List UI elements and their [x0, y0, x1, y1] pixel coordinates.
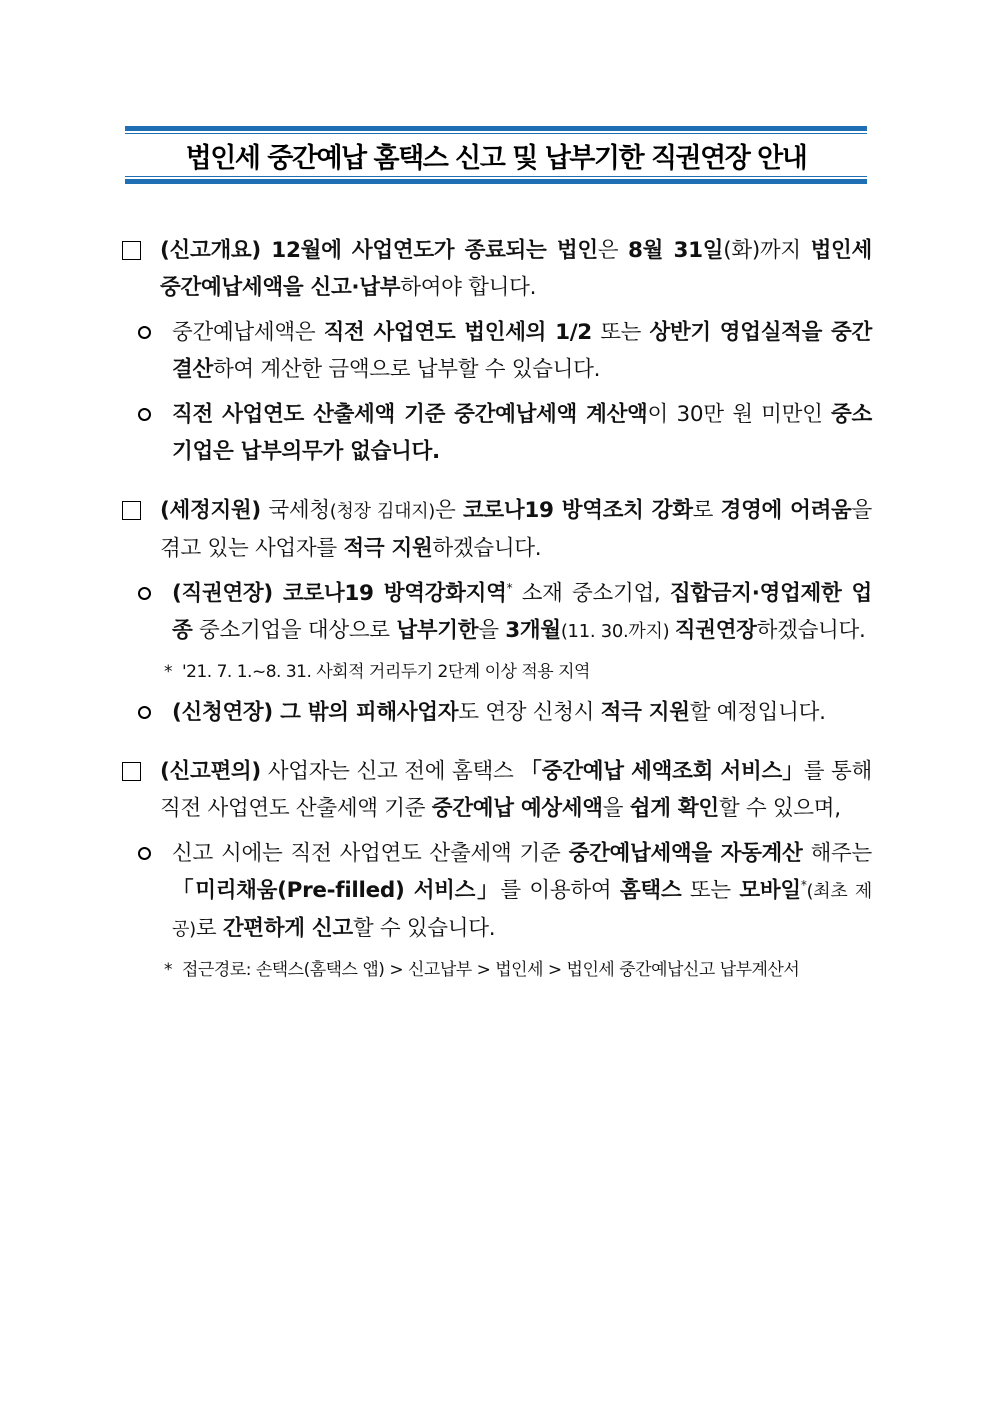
text-bold: 집합금지·영업제한 업종: [172, 581, 873, 643]
text: 을: [602, 796, 630, 821]
circle-bullet-icon: [138, 706, 151, 719]
text: 할 수 있습니다.: [352, 916, 496, 941]
item-interim-tax-calc: [120, 314, 872, 388]
text-bold: (신청연장) 그 밖의 피해사업자: [172, 700, 459, 725]
text: 를 이용하여: [500, 878, 620, 903]
text-bold: 8월 31일: [627, 238, 724, 263]
title-inner-line: [125, 133, 867, 134]
footnote-marker: *: [800, 877, 807, 892]
section-tax-support: [120, 492, 872, 567]
square-bullet-icon: [122, 241, 141, 260]
text-bold: 적극 지원: [600, 700, 690, 725]
text-bold: 모바일: [739, 878, 801, 903]
text-bold: 간편하게 신고: [222, 916, 353, 941]
text-bold: 직전 사업연도 산출세액 기준 중간예납세액 계산액: [172, 402, 648, 427]
text: (11. 30.까지): [560, 621, 675, 642]
text: 하겠습니다.: [432, 536, 542, 561]
text-bold: 직전 사업연도 법인세의 1/2: [323, 320, 592, 345]
text: 하여 계산한 금액으로 납부할 수 있습니다.: [212, 357, 601, 382]
text: 할 수 있으며,: [718, 796, 841, 821]
text: 중간예납세액은: [172, 320, 324, 345]
footnote-marker: *: [164, 960, 172, 980]
text-bold: 법인세 중간예납세액을 신고·납부: [160, 238, 872, 300]
text-bold: 적극 지원: [343, 536, 433, 561]
title-inner-line: [125, 176, 867, 177]
item-automatic-extension: [120, 575, 872, 650]
text: 은: [435, 498, 463, 523]
footnote-region: [120, 658, 872, 686]
text: (화)까지: [723, 238, 811, 263]
text-bold: 납부기한: [396, 618, 479, 643]
text: 해주는: [802, 841, 872, 866]
text: 를 통해 직전 사업연도 산출세액 기준: [160, 759, 872, 821]
text: 을 겪고 있는 사업자를: [160, 498, 872, 561]
text-bold: (신고편의): [160, 759, 261, 784]
square-bullet-icon: [122, 762, 141, 781]
footnote-region: [120, 956, 872, 984]
text-bold: 중간예납 예상세액: [431, 796, 603, 821]
text: 로: [195, 916, 223, 941]
section-filing-overview: [120, 232, 872, 306]
item-payment-exemption: [120, 396, 872, 470]
text: 을: [478, 618, 506, 643]
text: 소재 중소기업,: [512, 581, 670, 606]
text-bold: 중간예납세액을 자동계산: [568, 841, 803, 866]
text-bold: 경영에 어려움: [720, 498, 852, 523]
text: 이 30만 원 미만인: [647, 402, 832, 427]
text-bold: 쉽게 확인: [629, 796, 719, 821]
section-filing-convenience: [120, 753, 872, 827]
text: 할 예정입니다.: [689, 700, 826, 725]
footnote-marker: *: [506, 580, 513, 595]
text-bold: (세정지원): [160, 498, 261, 523]
circle-bullet-icon: [138, 326, 151, 339]
text: 신고 시에는 직전 사업연도 산출세액 기준: [172, 841, 569, 866]
text: 또는: [681, 878, 740, 903]
text: (최초 제공): [172, 881, 872, 940]
text-bold: 「중간예납 세액조회 서비스」: [520, 759, 804, 784]
circle-bullet-icon: [138, 587, 151, 600]
text-bold: 「미리채움(Pre-filled) 서비스」: [172, 878, 501, 903]
title-banner: [125, 126, 867, 184]
text: 사업자는 신고 전에 홈택스: [260, 759, 521, 784]
text-bold: (신고개요) 12월에 사업연도가 종료되는 법인: [160, 238, 598, 263]
circle-bullet-icon: [138, 408, 151, 421]
text: 하겠습니다.: [756, 618, 866, 643]
text: 은: [597, 238, 628, 263]
item-prefilled-service: [120, 835, 872, 948]
text-bold: 코로나19 방역조치 강화: [462, 498, 693, 523]
footnote-text: '21. 7. 1.~8. 31. 사회적 거리두기 2단계 이상 적용 지역: [182, 662, 590, 682]
text-bold: 3개월: [505, 618, 561, 643]
square-bullet-icon: [122, 501, 141, 520]
document-title: 법인세 중간예납 홈택스 신고 및 납부기한 직권연장 안내: [185, 142, 807, 174]
text-bold: (직권연장) 코로나19 방역강화지역: [172, 581, 507, 606]
footnote-marker: *: [164, 662, 172, 682]
text-bold: 직권연장: [674, 618, 757, 643]
text: 국세청: [260, 498, 330, 523]
item-requested-extension: [120, 694, 872, 731]
text-bold: 중소기업은 납부의무가 없습니다.: [172, 402, 872, 464]
text-bold: 상반기 영업실적을 중간결산: [172, 320, 872, 382]
text: 또는: [591, 320, 650, 345]
text: (청장 김대지): [329, 501, 436, 522]
text-bold: 홈택스: [619, 878, 682, 903]
text: 도 연장 신청시: [458, 700, 601, 725]
footnote-text: 접근경로: 손택스(홈택스 앱) > 신고납부 > 법인세 > 법인세 중간예납신고 납부계산서: [182, 960, 800, 980]
document-body: [120, 232, 872, 984]
text: 중소기업을 대상으로: [192, 618, 397, 643]
text: 로: [692, 498, 721, 523]
circle-bullet-icon: [138, 847, 151, 860]
text: 하여야 합니다.: [400, 275, 537, 300]
